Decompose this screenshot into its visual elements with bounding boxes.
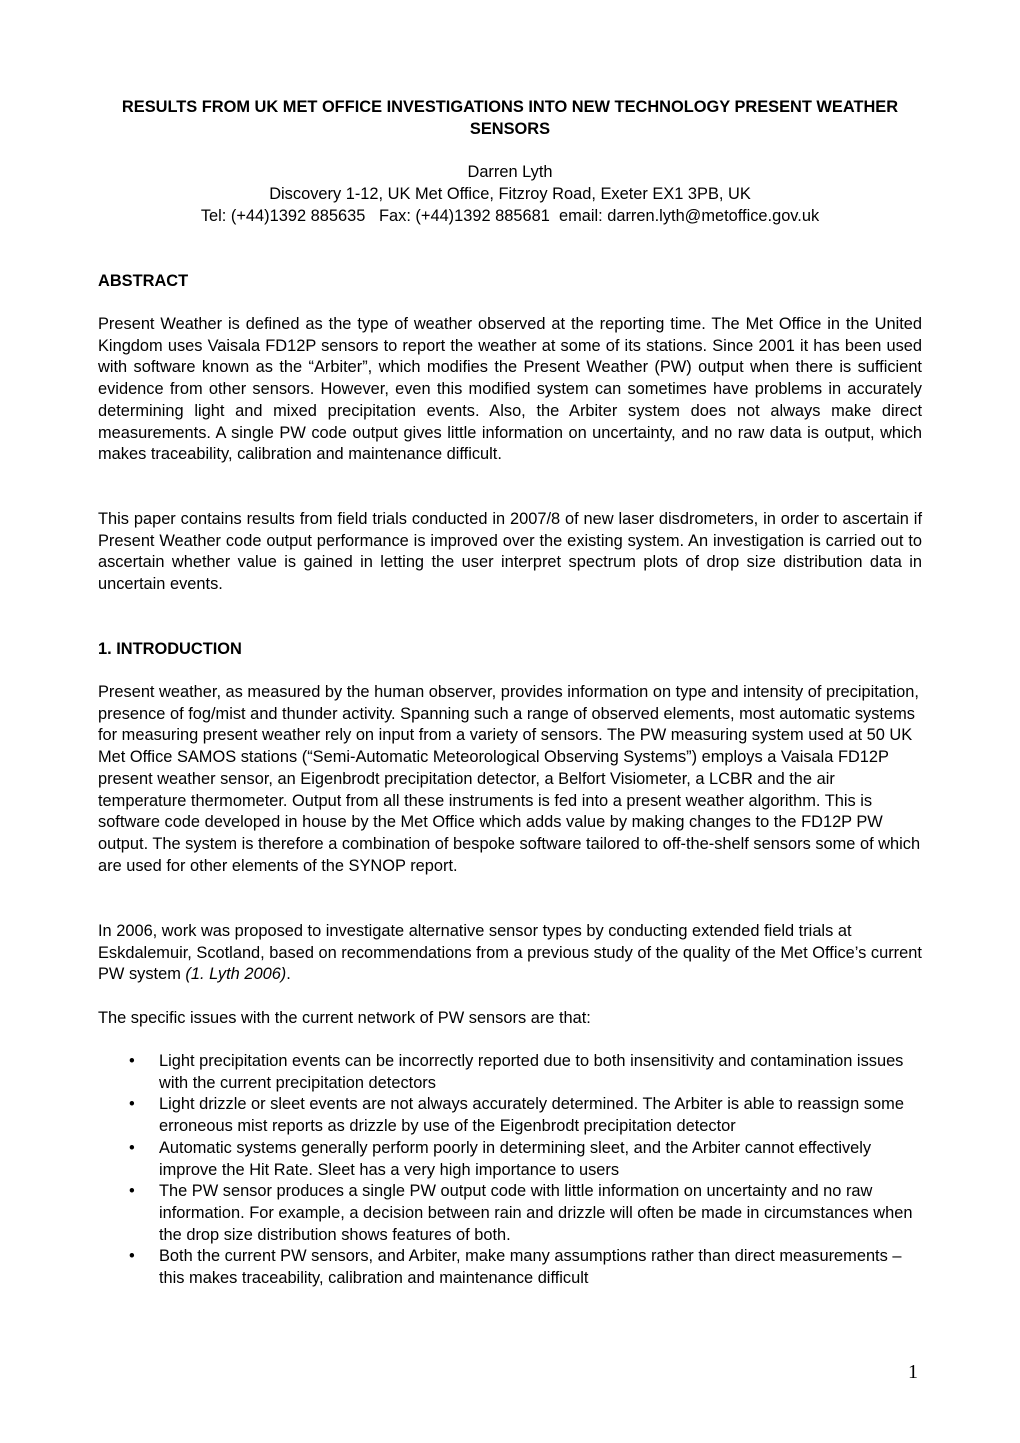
list-item (98, 1181, 922, 1246)
bullet-icon: • (129, 1247, 135, 1266)
intro-text: In 2006, work was proposed to investigate alternative sensor types by conducting extended field trials at Eskdalemuir, Scotland, based on recommendations from a previous study of the quality of the Met Office’s current PW system (98, 922, 922, 984)
bullet-icon: • (129, 1095, 135, 1114)
bullet-icon: • (129, 1138, 135, 1157)
list-item-text: Light drizzle or sleet events are not always accurately determined. The Arbiter is able to reassign some erroneous mist reports as drizzle by use of the Eigenbrodt precipitation detector (159, 1095, 904, 1136)
list-item-text: Automatic systems generally perform poorly in determining sleet, and the Arbiter cannot effectively improve the Hit Rate. Sleet has a very high importance to users (159, 1138, 872, 1179)
page-number: 1 (908, 1361, 918, 1383)
list-item-text: Both the current PW sensors, and Arbiter, make many assumptions rather than direct measurements – this makes traceability, calibration and maintenance difficult (159, 1247, 902, 1288)
list-item (98, 1246, 922, 1289)
intro-text: . (286, 965, 291, 984)
abstract-heading: ABSTRACT (98, 272, 189, 290)
author-address: Discovery 1-12, UK Met Office, Fitzroy Road, Exeter EX1 3PB, UK (269, 185, 751, 203)
bullet-icon: • (129, 1052, 135, 1070)
issues-list (98, 1051, 922, 1290)
abstract-paragraph: This paper contains results from field trials conducted in 2007/8 of new laser disdrometers, in order to ascertain if Present Weather code output performance is improved over the existing system. An investigation is carried out to ascertain whether value is gained in letting the user interpret spectrum plots of drop size distribution data in uncertain events. (98, 510, 922, 594)
paper-title: RESULTS FROM UK MET OFFICE INVESTIGATIONS INTO NEW TECHNOLOGY PRESENT WEATHER SENSORS (121, 98, 899, 138)
author-contact: Tel: (+44)1392 885635 Fax: (+44)1392 885681 email: darren.lyth@metoffice.gov.uk (200, 207, 820, 225)
author-name: Darren Lyth (467, 163, 553, 181)
list-item (98, 1051, 922, 1094)
list-item-text: Light precipitation events can be incorrectly reported due to both insensitivity and contamination issues with the current precipitation detectors (159, 1052, 904, 1092)
citation: (1. Lyth 2006) (185, 965, 287, 984)
list-item-text: The PW sensor produces a single PW output code with little information on uncertainty and no raw information. For example, a decision between rain and drizzle will often be made in circumstances when the drop size distribution shows features of both. (159, 1182, 913, 1244)
introduction-heading: 1. INTRODUCTION (98, 640, 242, 658)
bullet-icon: • (129, 1182, 135, 1201)
intro-paragraph: Present weather, as measured by the human observer, provides information on type and intensity of precipitation, presence of fog/mist and thunder activity. Spanning such a range of observed elements, most automatic systems for measuring present weather rely on input from a variety of sensors. The PW measuring system used at 50 UK Met Office SAMOS stations (“Semi-Automatic Meteorological Observing Systems”) employs a Vaisala FD12P present weather sensor, an Eigenbrodt precipitation detector, a Belfort Visiometer, a LCBR and the air temperature thermometer. Output from all these instruments is fed into a present weather algorithm. This is software code developed in house by the Met Office which adds value by making changes to the FD12P PW output. The system is therefore a combination of bespoke software tailored to off-the-shelf sensors some of which are used for other elements of the SYNOP report. (98, 683, 921, 875)
list-item (98, 1138, 922, 1181)
list-item (98, 1094, 922, 1137)
intro-paragraph: The specific issues with the current network of PW sensors are that: (98, 1009, 591, 1027)
abstract-paragraph: Present Weather is defined as the type of weather observed at the reporting time. The Met Office in the United Kingdom uses Vaisala FD12P sensors to report the weather at some of its stations. Since 2001 it has been used with software known as the “Arbiter”, which modifies the Present Weather (PW) output when there is sufficient evidence from other sensors. However, even this modified system can sometimes have problems in accurately determining light and mixed precipitation events. Also, the Arbiter system does not always make direct measurements. A single PW code output gives little information on uncertainty, and no raw data is output, which makes traceability, calibration and maintenance difficult. (98, 315, 922, 464)
intro-paragraph (98, 921, 922, 986)
